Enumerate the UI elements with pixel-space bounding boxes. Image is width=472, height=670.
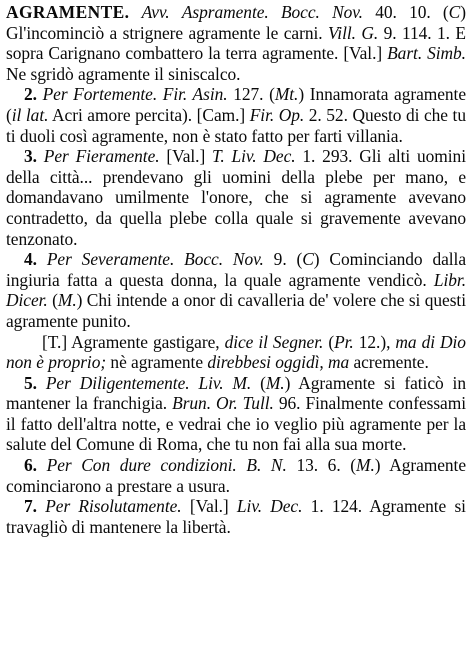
citation-text: [Val.] (189, 496, 229, 517)
note-italic: direbbesi oggidì, ma (207, 352, 350, 373)
sense-5-paragraph (6, 373, 466, 455)
citation-text: 13. 6. ( (296, 455, 357, 476)
sense-2-paragraph (6, 84, 466, 146)
source-citation: Fir. Op. (249, 104, 305, 125)
note-text: Agramente gastigare, (71, 331, 220, 352)
citation-text: 1. 293. Gli alti uomini della città... prendevano gli uomini della plebe per mano, e domandavano umilmente l'onore, che si agramente avevano contradetto, da quella plebe colla quale si gravemente avevano tenzonato. (6, 146, 466, 249)
citation-text: ) Cominciando dalla ingiuria fatta a questa donna, la quale agramente vendicò. (6, 249, 466, 290)
note-italic: Pr. (334, 331, 354, 352)
sense-number: 5. (24, 372, 37, 393)
citation-text: 96. Finalmente confessami il fatto dell'altra notte, e vedrai che io veglio più agramente per la salute del Comune di Roma, che tu non fai alla sua morte. (6, 393, 466, 455)
citation-text: [Val.] (166, 146, 206, 167)
sense-label: Per Fortemente. (42, 84, 158, 105)
source-citation: Brun. Or. Tull. (172, 393, 274, 414)
headword: AGRAMENTE. (6, 2, 130, 22)
source-citation: Bocc. Nov. (280, 2, 363, 22)
note-tag: [T.] (42, 331, 68, 352)
note-text: 12.), (358, 331, 391, 352)
source-citation: Bocc. Nov. (184, 249, 264, 270)
sense-label: Per Severamente. (46, 249, 175, 270)
note-text: acremente. (353, 352, 429, 373)
source-citation: Vill. G. (328, 22, 379, 43)
source-mark: M. (356, 455, 375, 476)
source-citation: Liv. Dec. (236, 496, 303, 517)
sense-number: 2. (24, 84, 37, 105)
citation-text: Acri amore percita). [Cam.] (52, 104, 246, 125)
source-citation: T. Liv. Dec. (212, 146, 296, 167)
source-citation: B. N. (246, 455, 287, 476)
source-mark: C (448, 2, 461, 22)
citation-text: ( (260, 372, 266, 393)
sense-number: 4. (24, 249, 37, 270)
citation-text: ) Agramente cominciarono a prestare a usura. (6, 455, 467, 496)
source-citation: Libr. Dicer. (6, 269, 466, 311)
citation-text: 127. ( (233, 84, 275, 105)
source-mark: M. (265, 372, 285, 393)
sense-label: Per Fieramente. (43, 146, 160, 167)
sense-6-paragraph (6, 455, 466, 496)
note-italic: dice il Segner. (224, 331, 324, 352)
sense-number: 3. (24, 146, 37, 167)
part-of-speech: Avv. (141, 2, 170, 22)
sense-4-paragraph (6, 249, 466, 331)
source-citation: Liv. M. (198, 372, 252, 393)
latin-note: il lat. (11, 104, 49, 125)
citation-text: ) Gl'incominciò a strignere agramente le carni. (6, 2, 466, 43)
tommaseo-note-paragraph (6, 332, 466, 373)
citation-text: 1. 124. Agramente si travagliò di mantenere la libertà. (6, 496, 466, 537)
citation-text: ) Innamorata agramente ( (6, 84, 466, 125)
note-italic: ma di Dio non è proprio; (6, 331, 466, 373)
source-citation: Bart. Simb. (387, 43, 466, 64)
citation-text: ( (52, 290, 58, 311)
sense-7-paragraph (6, 496, 466, 537)
source-citation: Fir. Asin. (162, 84, 228, 105)
citation-text: Ne sgridò agramente il siniscalco. (6, 63, 241, 84)
sense-label: Per Risolutamente. (45, 496, 182, 517)
sense-number: 7. (24, 496, 37, 517)
synonym: Aspramente. (181, 2, 269, 22)
note-text: ( (328, 331, 335, 352)
sense-label: Per Diligentemente. (45, 372, 190, 393)
citation-text: 9. ( (273, 249, 303, 270)
source-mark: M. (57, 290, 77, 311)
citation-text: ) Chi intende a onor di cavalleria de' volere che si questi agramente punito. (6, 290, 466, 331)
citation-text: 2. 52. Questo di che tu ti duoli così agramente, non è stato fatto per farti villania. (6, 104, 466, 146)
sense-3-paragraph (6, 146, 466, 249)
citation-text: 9. 114. 1. E sopra Carignano combattero la terra agramente. [Val.] (6, 22, 466, 64)
entry-headword-paragraph (6, 2, 466, 84)
citation-text: 40. 10. ( (375, 2, 449, 22)
source-mark: C (302, 249, 314, 270)
sense-label: Per Con dure condizioni. (46, 455, 237, 476)
note-text: nè agramente (110, 352, 203, 373)
citation-text: ) Agramente si faticò in mantener la franchigia. (6, 372, 466, 414)
sense-number: 6. (24, 455, 37, 476)
source-mark: Mt. (274, 84, 299, 105)
